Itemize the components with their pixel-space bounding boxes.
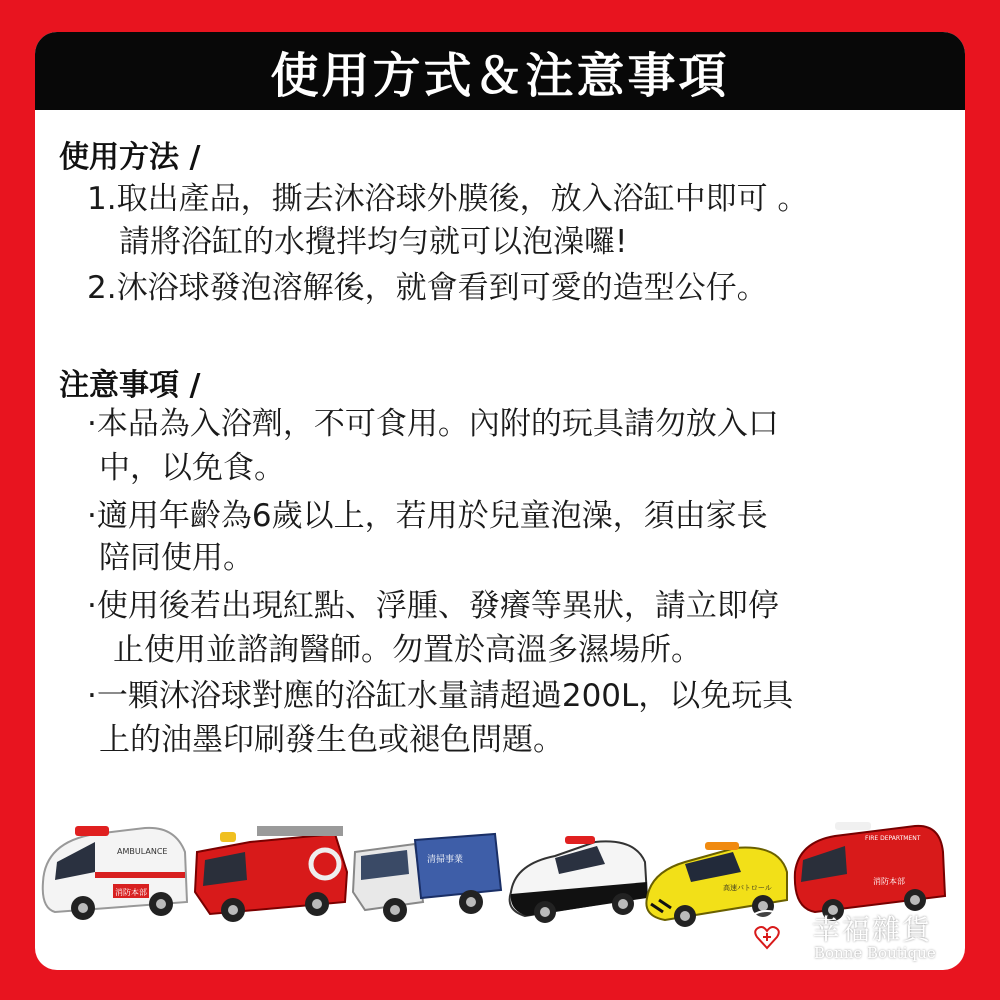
- notes-heading: 注意事項 /: [59, 368, 201, 403]
- ambulance-car-icon: [43, 826, 187, 920]
- notes-line-3: ·適用年齡為6歲以上，若用於兒童泡澡，須由家長: [87, 498, 768, 534]
- usage-line-1: 1.取出產品，撕去沐浴球外膜後，放入浴缸中即可 。: [87, 181, 809, 217]
- usage-line-2: 請將浴缸的水攪拌均勻就可以泡澡囉!: [119, 224, 628, 260]
- notes-line-1: ·本品為入浴劑，不可食用。內附的玩具請勿放入口: [87, 406, 779, 442]
- brand-subtitle: Bonne Boutique: [814, 944, 936, 962]
- content-card: [35, 32, 965, 970]
- notes-line-2: 中，以免食。: [99, 450, 285, 486]
- svg-text:高速パトロール: 高速パトロール: [723, 884, 772, 892]
- usage-line-3: 2.沐浴球發泡溶解後，就會看到可愛的造型公仔。: [87, 270, 768, 306]
- notes-line-4: 陪同使用。: [99, 540, 254, 576]
- fire-truck-icon: [195, 826, 347, 922]
- notes-line-7: ·一顆沐浴球對應的浴缸水量請超過200L，以免玩具: [87, 678, 794, 714]
- brand-divider: [802, 912, 804, 962]
- svg-text:消防本部: 消防本部: [115, 888, 147, 897]
- svg-text:AMBULANCE: AMBULANCE: [117, 847, 168, 856]
- notes-line-5: ·使用後若出現紅點、浮腫、發癢等異狀，請立即停: [87, 588, 779, 624]
- notes-line-8: 上的油墨印刷發生色或褪色問題。: [99, 722, 564, 758]
- brand-logo: [740, 902, 960, 968]
- brand-name: 幸福雜貨: [812, 913, 933, 946]
- page-title: 使用方式＆注意事項: [35, 32, 965, 110]
- heart-plus-icon: [740, 910, 794, 964]
- usage-heading: 使用方法 /: [59, 140, 201, 175]
- svg-text:FIRE DEPARTMENT: FIRE DEPARTMENT: [865, 835, 921, 842]
- notes-line-6: 止使用並諮詢醫師。勿置於高溫多濕場所。: [113, 632, 702, 668]
- police-car-icon: [510, 836, 647, 923]
- svg-text:消防本部: 消防本部: [873, 877, 905, 886]
- garbage-truck-icon: [353, 834, 501, 922]
- svg-text:清掃事業: 清掃事業: [427, 855, 464, 865]
